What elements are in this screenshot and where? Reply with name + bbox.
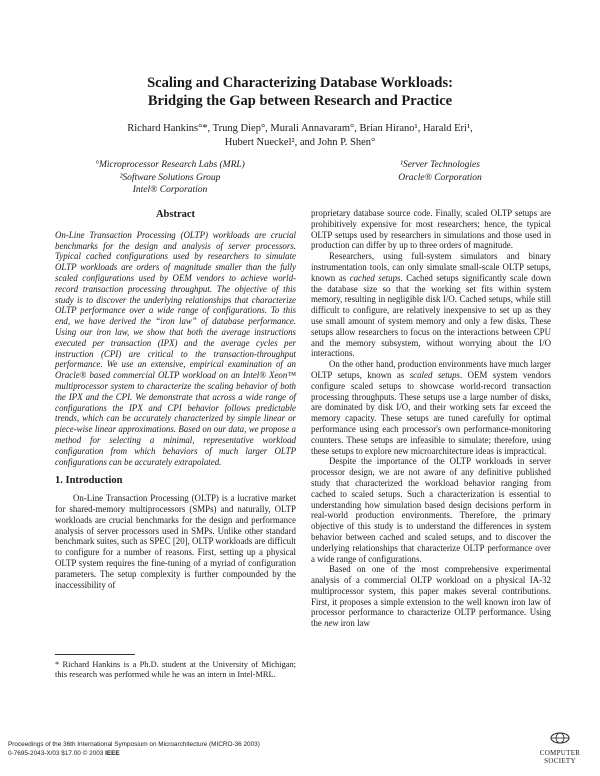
paragraph-contributions	[311, 564, 551, 629]
paragraph-cached-setups	[311, 251, 551, 359]
author-list	[0, 122, 600, 150]
footer-line-1: Proceedings of the 36th International Symposium on Microarchitecture (MICRO-36 2003)	[8, 741, 260, 748]
title-line-1: Scaling and Characterizing Database Workloads:	[147, 75, 453, 91]
text-run: Researchers, using full-system simulators and binary instrumentation tools, can only simulate small-scale OLTP setups, known as	[311, 251, 551, 283]
paper-title	[0, 74, 600, 110]
abstract-text: On-Line Transaction Processing (OLTP) workloads are crucial benchmarks for the design and analysis of server processors. Typical cached configurations used by researchers to simulate OLTP workloads are orders of magnitude smaller than the fully scaled configurations used by OEM vendors to achieve world-record transaction processing throughput. The objective of this study is to discover the underlying relationships that characterize OLTP performance over a wide range of configurations. To this end, we have derived the “iron law” of database performance. Using our iron law, we show that both the average instructions executed per transaction (IPX) and the average cycles per instruction (CPI) are critical to the transaction-throughput performance. We use an extensive, empirical examination of an Oracle® based commercial OLTP workload on an Intel® Xeon™ multiprocessor system to characterize the scaling behavior of both the IPX and the CPI. We demonstrate that across a wide range of configurations the IPX and CPI behavior follows predictable trends, which can be accurately characterized by simple linear or piece-wise linear approximations. Based on our data, we propose a method for selecting a minimal, representative workload configuration from which behaviors of much larger OLTP configurations can be accurately extrapolated.	[55, 229, 296, 467]
emphasis: scaled setups	[409, 369, 461, 380]
paragraph-continued: proprietary database source code. Finally, scaled OLTP setups are prohibitively expensive for most researchers; hence, the typical OLTP setups used by researchers in simulations and those used in production can differ by up to three orders of magnitude.	[311, 208, 551, 251]
introduction-heading: 1. Introduction	[55, 475, 123, 487]
right-column	[311, 208, 551, 629]
affiliation-intel	[60, 159, 280, 197]
emphasis: cached setups	[349, 272, 401, 283]
authors-line-2: Hubert Nueckel², and John P. Shen°	[224, 137, 376, 148]
text-run: Based on one of the most comprehensive experimental analysis of a commercial OLTP workload on a physical IA-32 multiprocessor system, this paper makes several contributions. First, it proposes a simple extension to the well known iron law of processor performance to characterize OLTP performance. Using the	[311, 564, 551, 629]
proceedings-footer	[8, 740, 260, 758]
affiliation-line: Intel® Corporation	[132, 185, 208, 195]
computer-society-logo	[530, 732, 590, 768]
affiliation-line: ¹Server Technologies	[400, 160, 480, 170]
footnote: * Richard Hankins is a Ph.D. student at the University of Michigan; this research was performed while he was an intern in Intel-MRL.	[55, 660, 296, 680]
paragraph-importance: Despite the importance of the OLTP workloads in server processor design, we are not aware of any definitive published study that characterized the workload behavior ranging from cached to scaled setups. Such a characterization is essential to understanding how simulation based design decisions perform in real-world production environments. Therefore, the primary objective of this study is to understand the differences in system behavior between cached and scaled setups, and to discover the underlying relationships that characterize OLTP performance over a wide range of configurations.	[311, 456, 551, 564]
footer-line-2	[8, 749, 260, 758]
text-run: . OEM system vendors configure scaled setups to showcase world-record transaction processing throughputs. These setups use a large number of disks, are dominated by disk I/O, and their working sets far exceed the memory capacity. These setups are tuned carefully for optimal performance using each processor's own performance-monitoring counters. These setups are infeasible to simulate; therefore, using these setups to explore new microarchitecture ideas is impractical.	[311, 369, 551, 456]
text-run: iron law	[338, 618, 370, 629]
logo-line-1: COMPUTER	[539, 749, 581, 757]
computer-society-logo-icon	[550, 732, 570, 744]
affiliation-line: ²Software Solutions Group	[119, 172, 221, 183]
footer-publisher: IEEE	[105, 750, 120, 757]
text-run: On the other hand, production environments have much larger OLTP setups, known as	[311, 359, 551, 380]
abstract-heading: Abstract	[155, 209, 196, 220]
authors-line-1: Richard Hankins°*, Trung Diep°, Murali Annavaram°, Brian Hirano¹, Harald Eri¹,	[127, 123, 473, 134]
affiliation-line: Oracle® Corporation	[398, 172, 482, 183]
footer-copyright: 0-7695-2043-X/03 $17.00 © 2003	[8, 750, 106, 757]
affiliation-oracle	[330, 159, 550, 184]
affiliation-line: °Microprocessor Research Labs (MRL)	[95, 160, 245, 170]
emphasis: new	[324, 618, 339, 629]
logo-line-2: SOCIETY	[544, 756, 576, 765]
title-line-2: Bridging the Gap between Research and Practice	[147, 93, 453, 109]
introduction-paragraph: On-Line Transaction Processing (OLTP) is a lucrative market for shared-memory multiprocessors (SMPs) and naturally, OLTP workloads are crucial benchmarks for the design and performance analysis of server processors used in SMPs. Unlike other standard benchmark suites, such as SPEC [20], OLTP workloads are difficult to configure for a number of reasons. First, setting up a physical OLTP system requires the fine-tuning of a myriad of configuration parameters. The setup complexity is further compounded by the inaccessibility of	[55, 493, 296, 590]
footnote-divider	[55, 654, 135, 655]
paragraph-scaled-setups	[311, 359, 551, 456]
left-column	[55, 208, 296, 590]
text-run: . Cached setups significantly scale down the database size so that the working set fits within system memory, resulting in negligible disk I/O. Cached setups, while still difficult to configure, are relatively inexpensive to set up as they use small amount of system memory and only a few disks. These setups allow researchers to focus on the interactions between CPU and the memory subsystem, without worrying about the I/O interactions.	[311, 272, 551, 359]
